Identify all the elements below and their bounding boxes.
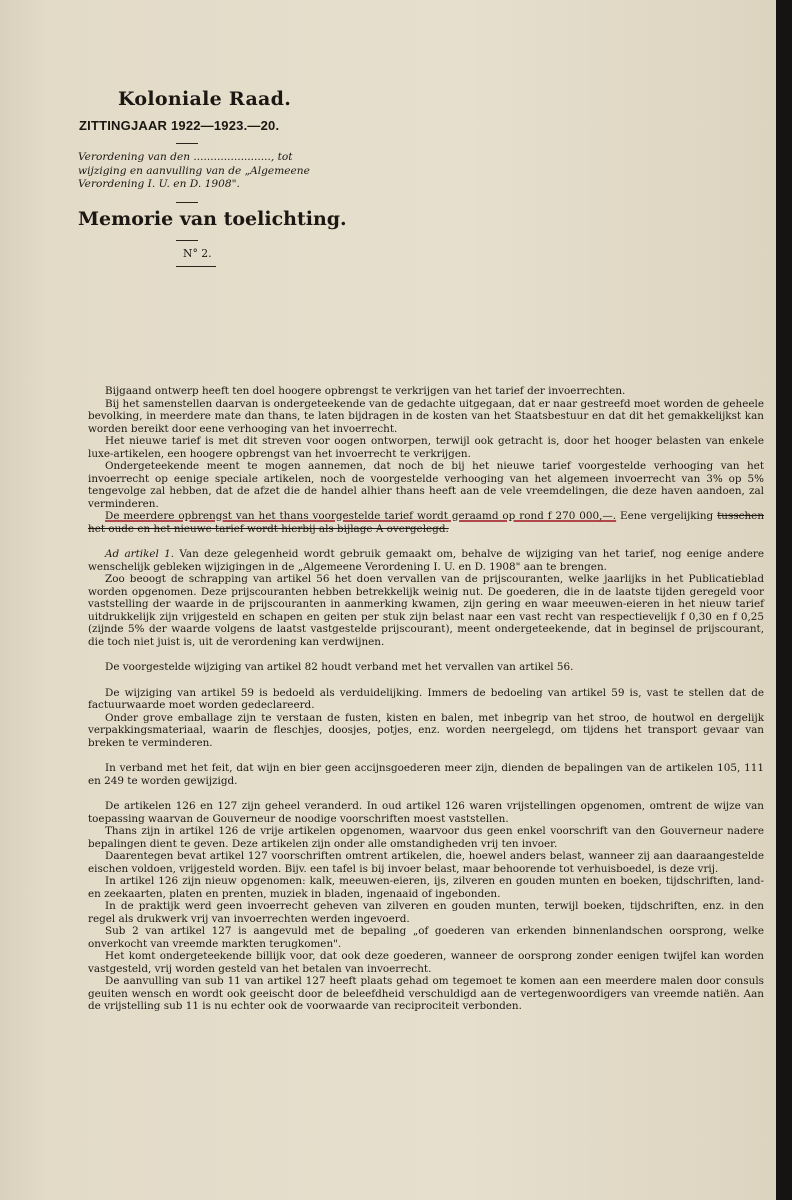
underlined-estimate: De meerdere opbrengst van het thans voorgestelde tarief wordt geraamd op rond f 270 000,—.	[105, 510, 617, 522]
paragraph-text: Van deze gelegenheid wordt gebruik gemaakt om, behalve de wijziging van het tarief, nog eenige andere wenschelijk gebleken wijzigingen in de „Algemeene Verordening I. U. en D. 1908" aan te brengen.	[88, 548, 764, 573]
article-label: Ad artikel 1.	[105, 548, 175, 560]
paragraph: De voorgestelde wijziging van artikel 82 houdt verband met het vervallen van artikel 56.	[105, 661, 574, 673]
paragraph: Sub 2 van artikel 127 is aangevuld met de bepaling „of goederen van erkenden binnenlandschen oorsprong, welke onverkocht van vreemde markten terugkomen".	[88, 925, 764, 950]
council-title: Koloniale Raad.	[118, 88, 292, 110]
separator-rule	[176, 143, 198, 144]
paragraph: Het nieuwe tarief is met dit streven voor oogen ontworpen, terwijl ook getracht is, door het hooger belasten van enkele luxe-artikelen, een hoogere opbrengst van het invoerrecht te verkrijgen.	[88, 435, 764, 460]
paragraph-text: Eene vergelijking	[616, 510, 718, 522]
separator-rule	[176, 266, 216, 267]
paragraph: Onder grove emballage zijn te verstaan de fusten, kisten en balen, met inbegrip van het stroo, de houtwol en dergelijk verpakkingsmateriaal, waarin de fleschjes, doosjes, potjes, enz. worden neergelegd, om tijdens het transport gevaar van breken te verminderen.	[88, 711, 764, 749]
separator-rule	[176, 240, 198, 241]
struck-comparison: tusschen het oude en het nieuwe tarief wordt hierbij als bijlage A overgelegd.	[88, 510, 765, 535]
scan-gutter	[776, 0, 792, 1200]
paragraph-estimate	[88, 510, 764, 535]
paragraph: De aanvulling van sub 11 van artikel 127 heeft plaats gehad om tegemoet te komen aan een meerdere malen door consuls geuiten wensch en wordt ook geeischt door de beleefdheid verschuldigd aan de vertegenwoordigers van vreemde natiën. Aan de vrijstelling sub 11 is nu echter ook de voorwaarde van reciprociteit verbonden.	[88, 975, 764, 1012]
paragraph-article-1	[88, 548, 764, 573]
document-number: N° 2.	[183, 247, 212, 260]
paragraph: Zoo beoogt de schrapping van artikel 56 het doen vervallen van de prijscouranten, welke jaarlijks in het Publicatieblad worden opgenomen. Deze prijscouranten hebben betrekkelijk weinig nut. De goederen, die in de laatste tijden geregeld voor vaststelling der waarde in de prijscouranten in aanmerking kwamen, zijn gering en waar meeuwen-eieren in het nieuw tarief uitdrukkelijk zijn vrijgesteld en schapen en geiten per stuk zijn belast naar een vast recht van respectievelijk f 0,30 en f 0,25 (zijnde 5% der waarde volgens de laatst vastgestelde prijscourant), meent ondergeteekende, dat in beginsel de prijscourant, die toch niet juist is, uit de verordening kan verdwijnen.	[88, 573, 764, 648]
separator-rule	[176, 202, 198, 203]
paragraph: Daarentegen bevat artikel 127 voorschriften omtrent artikelen, die, hoewel anders belast, wanneer zij aan daaraangestelde eischen voldoen, vrijgesteld worden. Bijv. een tafel is bij invoer belast, maar behoorende tot verhuisboedel, is deze vrij.	[88, 850, 764, 875]
paragraph: In artikel 126 zijn nieuw opgenomen: kalk, meeuwen-eieren, ijs, zilveren en gouden munten en boeken, tijdschriften, land- en zeekaarten, platen en prenten, muziek in bladen, ingenaaid of ingebonden.	[88, 875, 764, 900]
paragraph: Het komt ondergeteekende billijk voor, dat ook deze goederen, wanneer de oorsprong zonder eenigen twijfel kan worden vastgesteld, vrij worden gesteld van het betalen van invoerrecht.	[88, 950, 764, 975]
paragraph: In de praktijk werd geen invoerrecht geheven van zilveren en gouden munten, terwijl boeken, tijdschriften, enz. in den regel als drukwerk vrij van invoerrechten werden ingevoerd.	[88, 900, 764, 925]
paragraph: Bij het samenstellen daarvan is ondergeteekende van de gedachte uitgegaan, dat er naar gestreefd moet worden de geheele bevolking, in meerdere mate dan thans, te laten bijdragen in de kosten van het Staatsbestuur en dat dit het gemakkelijkst kan worden bereikt door eene verhooging van het invoerrecht.	[88, 397, 764, 435]
paragraph: De artikelen 126 en 127 zijn geheel veranderd. In oud artikel 126 waren vrijstellingen opgenomen, omtrent de wijze van toepassing waarvan de Gouverneur de noodige voorschriften moest vaststellen.	[88, 800, 764, 825]
memo-title: Memorie van toelichting.	[78, 208, 347, 230]
paragraph: Thans zijn in artikel 126 de vrije artikelen opgenomen, waarvoor dus geen enkel voorschrift van den Gouverneur nadere bepalingen dient te geven. Deze artikelen zijn onder alle omstandigheden vrij ten invoer.	[88, 825, 764, 850]
session-line: ZITTINGJAAR 1922—1923.—20.	[79, 118, 280, 133]
paragraph: In verband met het feit, dat wijn en bier geen accijnsgoederen meer zijn, dienden de bepalingen van de artikelen 105, 111 en 249 te worden gewijzigd.	[88, 762, 764, 787]
paragraph: Bijgaand ontwerp heeft ten doel hoogere opbrengst te verkrijgen van het tarief der invoerrechten.	[105, 385, 626, 397]
paragraph: De wijziging van artikel 59 is bedoeld als verduidelijking. Immers de bedoeling van artikel 59 is, vast te stellen dat de factuurwaarde moet worden gedeclareerd.	[88, 686, 764, 711]
decree-subtitle: Verordening van den ......................., tot wijziging en aanvulling van de „Algemeene Verordening I. U. en D. 1908".	[78, 151, 310, 190]
memo-body	[88, 385, 764, 1013]
paragraph: Ondergeteekende meent te mogen aannemen, dat noch de bij het nieuwe tarief voorgestelde verhooging van het invoerrecht op eenige speciale artikelen, noch de voorgestelde verhooging van het algemeen invoerrecht van 3% op 5% tengevolge zal hebben, dat de afzet die de handel alhier thans heeft aan de vele vreemdelingen, die deze haven aandoen, zal verminderen.	[88, 460, 764, 510]
